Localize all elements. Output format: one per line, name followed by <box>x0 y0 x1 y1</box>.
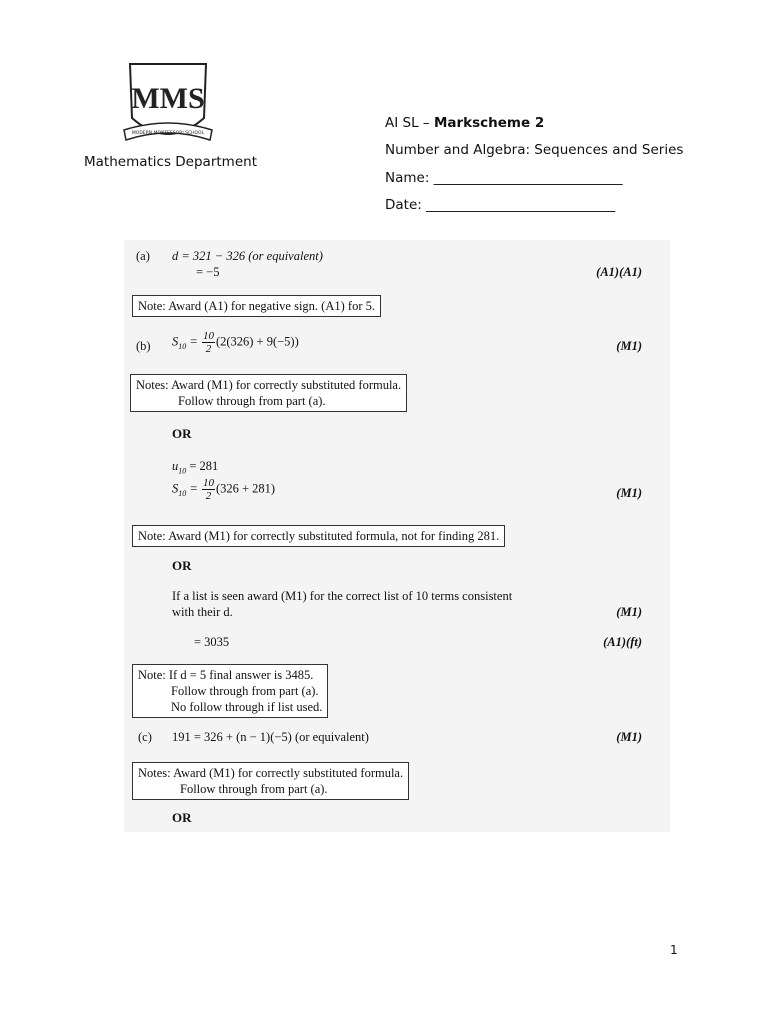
department-name: Mathematics Department <box>84 154 257 170</box>
part-b-note-1: Notes: Award (M1) for correctly substituted formula. Follow through from part (a). <box>130 374 407 412</box>
svg-text:MODERN MONTESSORI SCHOOL: MODERN MONTESSORI SCHOOL <box>131 131 205 136</box>
part-b-formula-2: $S_{10}$ = $\frac{10}{2}$ (326 + 281) <box>172 477 276 502</box>
date-field: Date: ____________________________ <box>385 197 616 213</box>
name-field: Name: ____________________________ <box>385 170 623 186</box>
part-b-list-line2: with their d. <box>172 605 233 619</box>
or-separator-2: OR <box>172 558 192 573</box>
part-b-label: (b) <box>136 339 151 353</box>
school-logo <box>120 58 216 154</box>
part-b-list-line1: If a list is seen award (M1) for the correct list of 10 terms consistent <box>172 589 513 603</box>
part-c-label: (c) <box>138 730 152 744</box>
part-c-note: Notes: Award (M1) for correctly substituted formula. Follow through from part (a). <box>132 762 409 800</box>
part-b-marks-1: (M1) <box>616 339 642 353</box>
part-a-line1: d = 321 − 326 (or equivalent) <box>172 249 323 263</box>
or-separator-1: OR <box>172 426 192 441</box>
fraction: $\frac{10}{2}$ <box>202 477 214 502</box>
part-a-marks: (A1)(A1) <box>596 265 642 279</box>
title-bold: Markscheme 2 <box>433 115 545 131</box>
part-b-note-3: Note: If d = 5 final answer is 3485. Follow through from part (a). No follow through if list used. <box>132 664 328 718</box>
part-b-marks-2: (M1) <box>616 486 642 500</box>
part-a-line2: = −5 <box>196 265 220 279</box>
part-b-note-2: Note: Award (M1) for correctly substituted formula, not for finding 281. <box>132 525 505 547</box>
document-title <box>385 115 544 131</box>
title-prefix: AI SL – <box>385 115 434 131</box>
part-b-marks-3: (M1) <box>616 605 642 619</box>
document-subtitle: Number and Algebra: Sequences and Series <box>385 142 684 158</box>
page-number: 1 <box>670 943 678 957</box>
svg-text:MMS: MMS <box>131 82 205 115</box>
part-b-u10: $u_{10} = 281$ <box>172 459 219 476</box>
part-b-marks-4: (A1)(ft) <box>603 635 642 649</box>
part-a-label: (a) <box>136 249 150 263</box>
part-c-formula: 191 = 326 + (n − 1)(−5) (or equivalent) <box>172 730 369 744</box>
part-b-formula-1: $S_{10}$ = $\frac{10}{2}$ (2(326) + 9(−5)) <box>172 330 299 355</box>
markscheme-scan <box>124 240 670 832</box>
part-b-answer: = 3035 <box>194 635 230 649</box>
or-separator-3: OR <box>172 810 192 825</box>
fraction: $\frac{10}{2}$ <box>202 330 214 355</box>
part-a-note: Note: Award (A1) for negative sign. (A1) for 5. <box>132 295 381 317</box>
part-c-marks: (M1) <box>616 730 642 744</box>
